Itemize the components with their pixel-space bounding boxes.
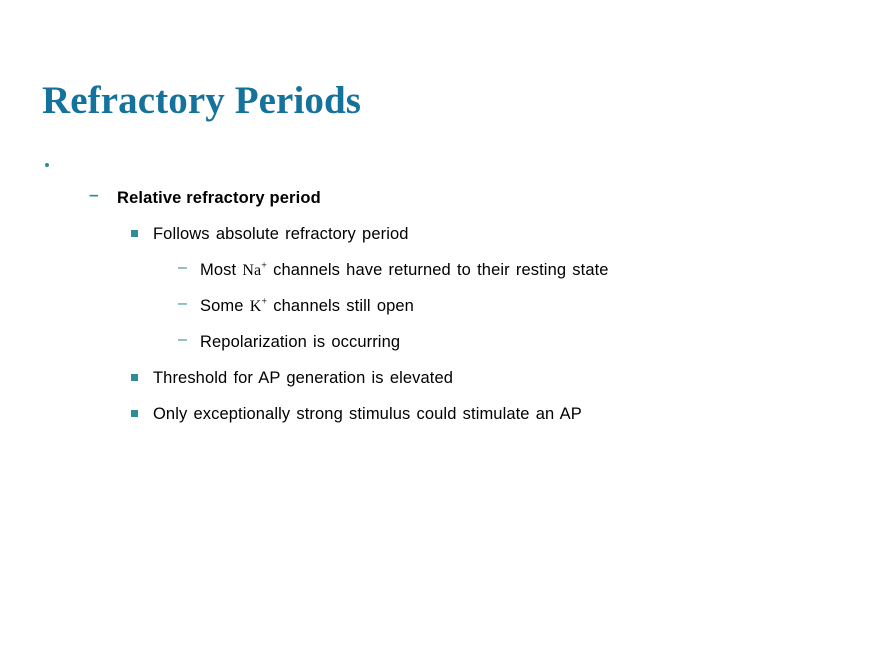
bullet-label: Threshold for AP generation is elevated bbox=[153, 369, 454, 387]
ion-symbol-sodium bbox=[242, 262, 267, 279]
dot-bullet-icon bbox=[45, 163, 49, 167]
ion-symbol-potassium bbox=[250, 298, 267, 315]
bullet-text-after: channels still open bbox=[267, 297, 414, 315]
bullet-label: Only exceptionally strong stimulus could stimulate an AP bbox=[153, 405, 582, 423]
bullet-label bbox=[200, 295, 880, 318]
dash-bullet-icon: – bbox=[178, 259, 187, 276]
bullet-follows-absolute-refractory-period bbox=[0, 223, 880, 252]
slide-title: Refractory Periods bbox=[42, 79, 362, 122]
ion-element: K bbox=[249, 298, 262, 315]
bullet-some-k-channels bbox=[0, 295, 880, 324]
bullet-repolarization-occurring bbox=[0, 331, 880, 360]
ion-element: Na bbox=[242, 262, 262, 279]
square-bullet-icon bbox=[131, 410, 138, 417]
ion-charge: + bbox=[261, 296, 268, 308]
square-bullet-icon bbox=[131, 374, 138, 381]
bullet-relative-refractory-period bbox=[0, 187, 880, 216]
bullet-threshold-elevated bbox=[0, 367, 880, 396]
bullet-label: Relative refractory period bbox=[117, 189, 321, 207]
bullet-label bbox=[200, 259, 880, 282]
bullet-label: Repolarization is occurring bbox=[200, 333, 401, 351]
bullet-only-exceptionally-strong-stimulus bbox=[0, 403, 880, 432]
dash-bullet-icon: – bbox=[178, 331, 187, 348]
slide-body bbox=[0, 158, 880, 432]
dash-bullet-icon: – bbox=[89, 185, 99, 204]
ion-charge: + bbox=[261, 260, 267, 272]
bullet-level1 bbox=[0, 158, 880, 187]
bullet-text-before: Some bbox=[200, 297, 250, 315]
bullet-text-after: channels have returned to their resting state bbox=[266, 261, 609, 279]
square-bullet-icon bbox=[131, 230, 138, 237]
bullet-text-before: Most bbox=[200, 261, 243, 279]
bullet-most-na-channels bbox=[0, 259, 880, 288]
dash-bullet-icon: – bbox=[178, 295, 187, 312]
bullet-label: Follows absolute refractory period bbox=[153, 225, 409, 243]
